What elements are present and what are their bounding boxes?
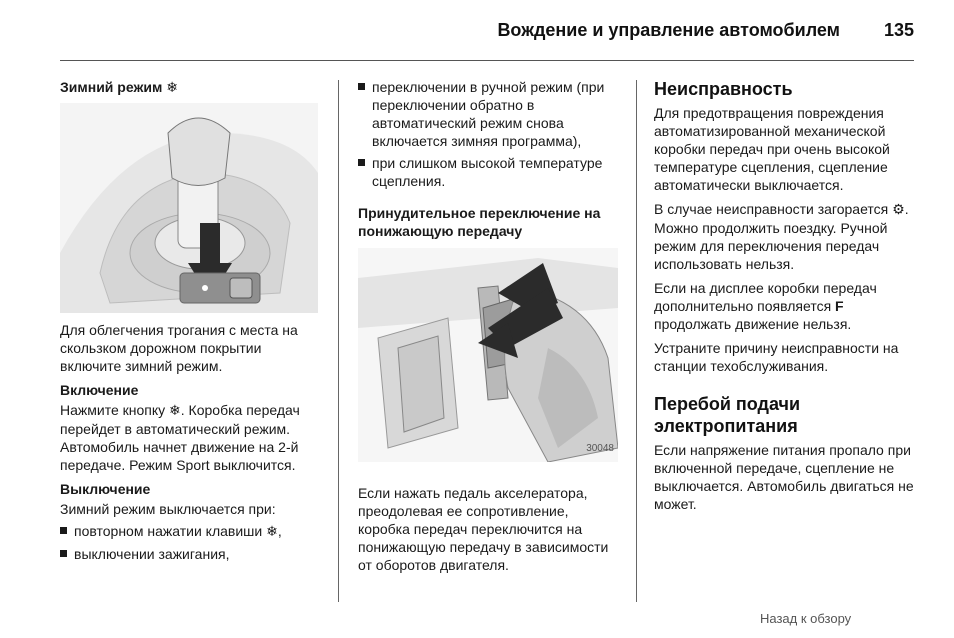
snowflake-icon: ❄ (166, 80, 178, 96)
header-rule (60, 60, 914, 61)
gearbox-warning-icon: ⚙ (892, 202, 905, 218)
column-divider-2 (636, 80, 637, 602)
list-item: при слишком высокой температуре сцепления. (358, 154, 618, 190)
winter-mode-heading: Зимний режим ❄ (60, 79, 178, 96)
list-item: повторном нажатии клавиши ❄, (60, 522, 318, 541)
figure-number: 30048 (586, 443, 614, 454)
snowflake-icon: ❄ (169, 403, 181, 419)
list-item: переключении в ручной режим (при переключении обратно в автоматический режим снова включается зимняя программа), (358, 78, 618, 150)
power-failure-heading: Перебой подачи электропитания (654, 394, 801, 436)
column-divider-1 (338, 80, 339, 602)
kickdown-text: Если нажать педаль акселератора, преодолевая ее сопротивление, коробка передач переключится на понижающую передачу в зависимости от оборотов двигателя. (358, 485, 609, 573)
fault-paragraph-3: Если на дисплее коробки передач дополнительно появляется F продолжать движение нельзя. (654, 280, 877, 332)
winter-mode-intro: Для облегчения трогания с места на скользком дорожном покрытии включите зимний режим. (60, 322, 298, 374)
snowflake-icon: ❄ (266, 524, 278, 540)
power-failure-paragraph: Если напряжение питания пропало при включенной передаче, сцепление не выключается. Автомобиль двигаться не может. (654, 442, 914, 512)
list-item: выключении зажигания, (60, 545, 318, 563)
accelerator-pedal-illustration (358, 248, 618, 462)
fault-paragraph-4: Устраните причину неисправности на станции техобслуживания. (654, 340, 899, 374)
fault-paragraph-1: Для предотвращения повреждения автоматизированной механической коробки передач при очень высокой температуре сцепления, сцепление автоматически выключается. (654, 105, 890, 193)
fault-paragraph-2: В случае неисправности загорается ⚙. Можно продолжить поездку. Ручной режим для переключения передач использовать нельзя. (654, 201, 909, 272)
running-header-title: Вождение и управление автомобилем (497, 20, 840, 40)
kickdown-heading: Принудительное переключение на понижающую передачу (358, 205, 601, 239)
column-fault (654, 78, 914, 519)
pedal-figure (358, 248, 618, 462)
gear-selector-illustration (60, 103, 318, 313)
column-winter-mode (60, 78, 318, 567)
page-number: 135 (883, 20, 914, 40)
column-kickdown (358, 78, 618, 580)
enable-heading: Включение (60, 382, 139, 398)
enable-text: Нажмите кнопку ❄. Коробка передач перейдет в автоматический режим. Автомобиль начнет движение на 2-й передаче. Режим Sport выключится. (60, 402, 300, 473)
back-to-overview-link[interactable]: Назад к обзору (760, 611, 852, 626)
disable-heading: Выключение (60, 481, 151, 497)
disable-intro: Зимний режим выключается при: (60, 501, 276, 517)
fault-heading: Неисправность (654, 79, 793, 99)
